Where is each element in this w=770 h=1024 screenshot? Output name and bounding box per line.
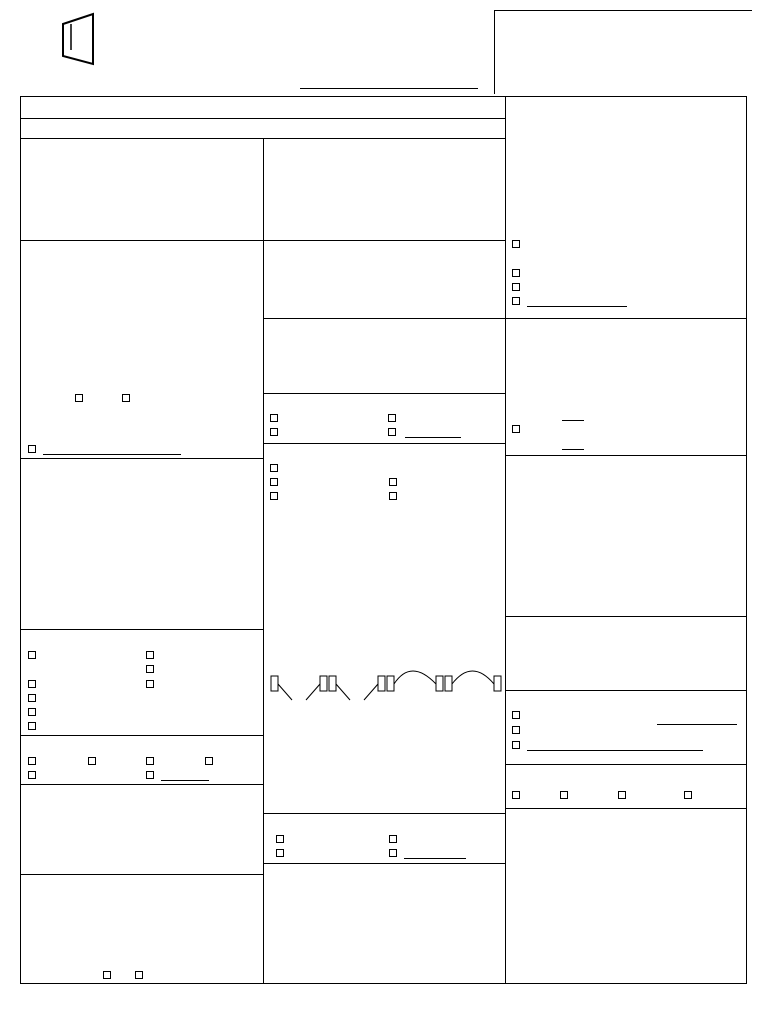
sweep-yes-checkbox[interactable] <box>512 791 520 799</box>
midrail-note-3 <box>657 713 737 725</box>
hold-open-yes-checkbox[interactable] <box>103 971 111 979</box>
rail-9-checkbox[interactable] <box>276 849 284 857</box>
divider <box>20 458 263 459</box>
loose-sash-checkbox[interactable] <box>146 665 154 673</box>
heavy-wall-2-checkbox[interactable] <box>389 492 397 500</box>
divider <box>505 318 747 319</box>
nolock-checkbox[interactable] <box>512 283 520 291</box>
butt-add-label <box>562 438 584 450</box>
divider <box>20 629 263 630</box>
threshold-4-checkbox[interactable] <box>28 757 36 765</box>
callout-note <box>345 337 455 366</box>
loose-header-checkbox[interactable] <box>146 651 154 659</box>
divider <box>263 318 505 319</box>
up-over-checkbox[interactable] <box>28 651 36 659</box>
sweep-surface-checkbox[interactable] <box>618 791 626 799</box>
class1-checkbox[interactable] <box>122 394 130 402</box>
divider <box>505 455 747 456</box>
muntin-custom-checkbox[interactable] <box>512 741 520 749</box>
hold-open-no-checkbox[interactable] <box>135 971 143 979</box>
muntin-2-checkbox[interactable] <box>512 726 520 734</box>
sweep-concealed-checkbox[interactable] <box>684 791 692 799</box>
divider <box>263 393 505 394</box>
glass-custom-checkbox[interactable] <box>388 428 396 436</box>
lock-custom-label <box>527 295 627 307</box>
threshold-5-checkbox[interactable] <box>88 757 96 765</box>
frame-only-checkbox[interactable] <box>28 708 36 716</box>
ms1890-checkbox[interactable] <box>512 240 520 248</box>
divider <box>20 735 263 736</box>
arcadia-door-logo <box>59 10 99 68</box>
glass-custom-label <box>405 426 461 438</box>
wide-checkbox[interactable] <box>270 492 278 500</box>
rail-12-checkbox[interactable] <box>389 835 397 843</box>
divider <box>20 118 505 119</box>
divider <box>20 240 505 241</box>
paint-label <box>43 443 181 455</box>
threshold-custom-label <box>161 769 209 781</box>
sweep-no-checkbox[interactable] <box>560 791 568 799</box>
narrow-checkbox[interactable] <box>270 464 278 472</box>
threshold-custom-checkbox[interactable] <box>146 771 154 779</box>
customer-field[interactable] <box>300 88 478 89</box>
pivot-add-label <box>562 409 584 421</box>
title-box <box>494 10 752 94</box>
divider <box>20 138 505 139</box>
divider <box>20 784 263 785</box>
divider <box>505 690 747 691</box>
threshold-none-checkbox[interactable] <box>205 757 213 765</box>
divider <box>263 138 264 984</box>
divider <box>505 764 747 765</box>
muntin-58-checkbox[interactable] <box>512 711 520 719</box>
class2-checkbox[interactable] <box>75 394 83 402</box>
threshold-7-checkbox[interactable] <box>146 757 154 765</box>
handing-diagram <box>266 640 502 720</box>
one-inch-stop-checkbox[interactable] <box>270 428 278 436</box>
muntin-custom-label <box>527 739 703 751</box>
medium-checkbox[interactable] <box>270 478 278 486</box>
rail-custom-checkbox[interactable] <box>389 849 397 857</box>
rail-custom-label <box>404 847 466 859</box>
drawing-notes-area[interactable] <box>506 830 746 982</box>
step-up-checkbox[interactable] <box>28 771 36 779</box>
intermediate-butt-checkbox[interactable] <box>512 425 520 433</box>
handing-note <box>266 752 504 797</box>
divider <box>20 874 263 875</box>
divider <box>505 808 747 809</box>
custom-drawn-checkbox[interactable] <box>146 680 154 688</box>
divider <box>263 443 505 444</box>
ar4900-checkbox[interactable] <box>512 269 520 277</box>
transom-checkbox[interactable] <box>28 680 36 688</box>
heavy-wall-1-checkbox[interactable] <box>389 478 397 486</box>
divider <box>505 616 747 617</box>
square-stop-checkbox[interactable] <box>270 414 278 422</box>
paint-checkbox[interactable] <box>28 445 36 453</box>
divider <box>263 863 505 864</box>
bevel-stop-checkbox[interactable] <box>388 414 396 422</box>
divider <box>263 813 505 814</box>
lock-custom-checkbox[interactable] <box>512 297 520 305</box>
door-only-checkbox[interactable] <box>28 722 36 730</box>
rail-3-checkbox[interactable] <box>276 835 284 843</box>
hframe-checkbox[interactable] <box>28 694 36 702</box>
